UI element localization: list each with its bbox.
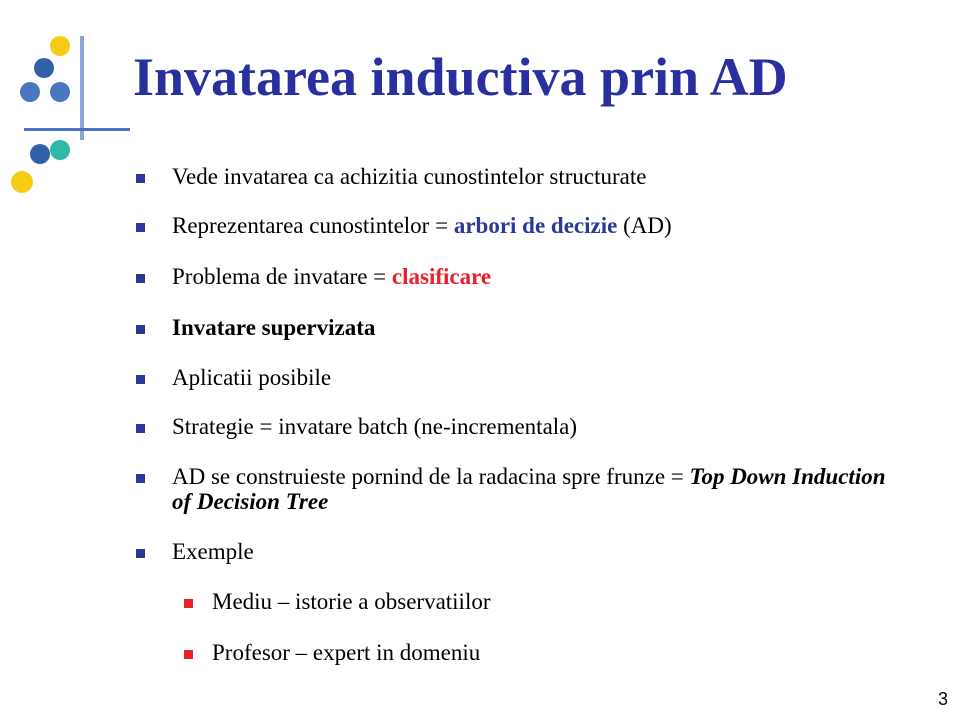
bullet-text: [136, 464, 896, 514]
emphasis-term: Top Down Induction of Decision Tree: [172, 464, 886, 514]
bullet-text: Exemple: [172, 539, 254, 564]
bullet-item: [136, 164, 896, 189]
square-bullet-icon: [136, 223, 145, 232]
slide-title: Invatarea inductiva prin AD: [133, 47, 788, 107]
square-bullet-icon: [136, 375, 145, 384]
bullet-text: Invatare supervizata: [172, 315, 376, 340]
square-bullet-icon: [136, 474, 145, 483]
bullet-item: [136, 264, 896, 289]
square-bullet-icon: [136, 274, 145, 283]
sub-bullet-text: Mediu – istorie a observatiilor: [212, 589, 491, 614]
bullet-text-part: (AD): [617, 213, 672, 238]
sub-bullet-item: [184, 640, 884, 665]
square-bullet-icon: [136, 174, 145, 183]
bullet-item: [136, 464, 896, 514]
bullet-text: Aplicatii posibile: [172, 365, 332, 390]
bullet-item: [136, 539, 896, 564]
bullet-text: Strategie = invatare batch (ne-incrementala): [172, 414, 578, 439]
bullet-item: [136, 213, 896, 238]
bullet-item: [136, 365, 896, 390]
square-bullet-icon: [136, 325, 145, 334]
bullet-text: [136, 213, 896, 238]
highlight-term: arbori de decizie: [453, 213, 618, 238]
square-bullet-icon: [136, 424, 145, 433]
square-bullet-icon: [184, 599, 193, 608]
page-number: 3: [937, 689, 948, 709]
bullet-text: Vede invatarea ca achizitia cunostintelor structurate: [172, 164, 647, 189]
highlight-term: clasificare: [391, 264, 492, 289]
sub-bullet-text: Profesor – expert in domeniu: [212, 640, 481, 665]
bullet-text-part: AD se construieste pornind de la radacina spre frunze =: [172, 464, 690, 489]
square-bullet-icon: [184, 650, 193, 659]
bullet-text-part: Problema de invatare =: [172, 264, 392, 289]
bullet-item: [136, 315, 896, 340]
bullet-text-part: Reprezentarea cunostintelor =: [172, 213, 454, 238]
sub-bullet-item: [184, 589, 884, 614]
square-bullet-icon: [136, 549, 145, 558]
bullet-item: [136, 414, 896, 439]
bullet-text: [136, 264, 896, 289]
